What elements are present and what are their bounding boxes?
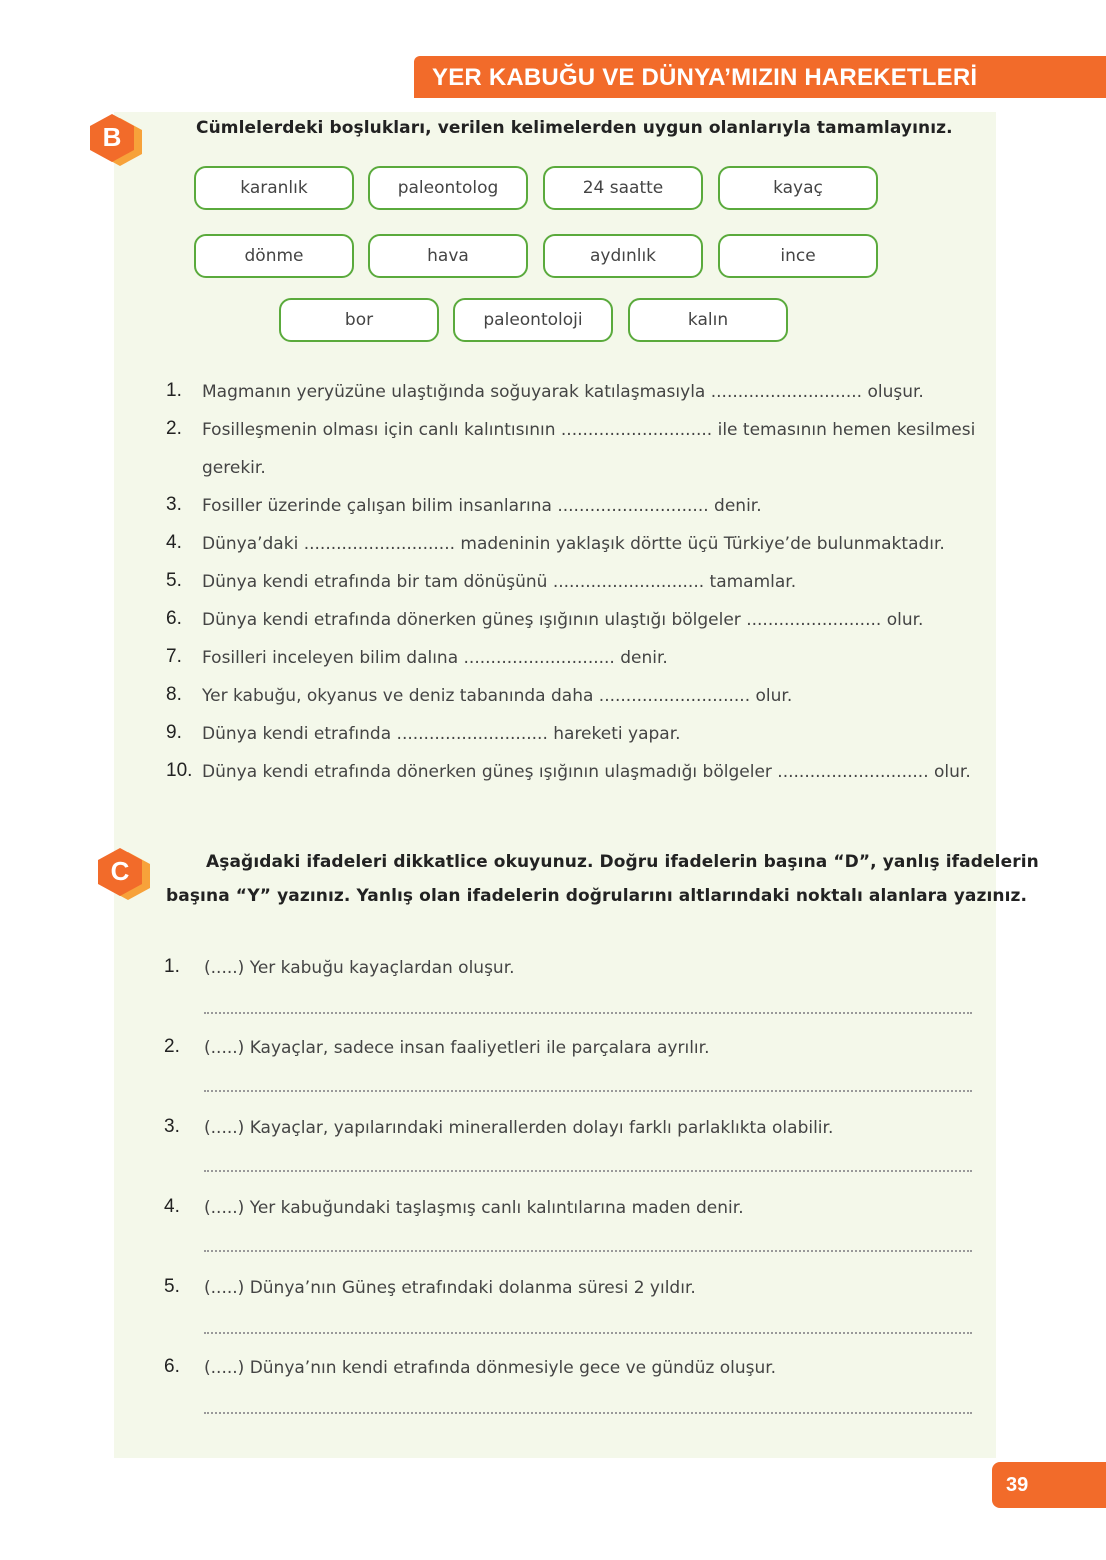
question-number: 7. (166, 646, 182, 667)
question-text: Dünya kendi etrafında dönerken güneş ışığının ulaştığı bölgeler ......................... olur. (202, 610, 924, 630)
answer-line[interactable] (204, 1090, 972, 1094)
statement-number: 1. (164, 956, 180, 977)
page-number: 39 (1006, 1474, 1029, 1496)
statement-number: 5. (164, 1276, 180, 1297)
question-text: Dünya kendi etrafında dönerken güneş ışığının ulaşmadığı bölgeler ............................ olur. (202, 762, 971, 782)
question-number: 5. (166, 570, 182, 591)
question-number: 6. (166, 608, 182, 629)
question-text: Yer kabuğu, okyanus ve deniz tabanında daha ............................ olur. (202, 686, 793, 706)
question-text: Dünya kendi etrafında ............................ hareketi yapar. (202, 724, 681, 744)
question-text: Dünya kendi etrafında bir tam dönüşünü ............................ tamamlar. (202, 572, 797, 592)
word-box: karanlık (194, 166, 354, 210)
question-number: 10. (166, 760, 193, 781)
section-b-instruction: Cümlelerdeki boşlukları, verilen kelimelerden uygun olanlarıyla tamamlayınız. (196, 118, 953, 138)
question-number: 9. (166, 722, 182, 743)
question-text: Fosilleri inceleyen bilim dalına ............................ denir. (202, 648, 668, 668)
statement-text: (.....) Kayaçlar, sadece insan faaliyetleri ile parçalara ayrılır. (204, 1038, 710, 1058)
statement-text: (.....) Dünya’nın Güneş etrafındaki dolanma süresi 2 yıldır. (204, 1278, 696, 1298)
question-number: 2. (166, 418, 182, 439)
section-c-instruction-line2: başına “Y” yazınız. Yanlış olan ifadelerin doğrularını altlarındaki noktalı alanlara yazınız. (166, 886, 1028, 906)
statement-number: 3. (164, 1116, 180, 1137)
question-text: Magmanın yeryüzüne ulaştığında soğuyarak katılaşmasıyla ............................ oluşur. (202, 382, 924, 402)
word-box: kalın (628, 298, 788, 342)
answer-line[interactable] (204, 1170, 972, 1174)
answer-line[interactable] (204, 1412, 972, 1416)
question-text: Fosiller üzerinde çalışan bilim insanlarına ............................ denir. (202, 496, 762, 516)
question-text: Fosilleşmenin olması için canlı kalıntısının ............................ ile temasının hemen kesilmesi (202, 420, 976, 440)
word-box: ince (718, 234, 878, 278)
word-box: paleontolog (368, 166, 528, 210)
section-b-badge (88, 112, 146, 170)
answer-line[interactable] (204, 1332, 972, 1336)
word-box: aydınlık (543, 234, 703, 278)
word-box: 24 saatte (543, 166, 703, 210)
question-text-continued: gerekir. (202, 458, 266, 478)
section-b-letter: B (102, 122, 122, 152)
question-number: 8. (166, 684, 182, 705)
statement-text: (.....) Yer kabuğundaki taşlaşmış canlı kalıntılarına maden denir. (204, 1198, 744, 1218)
section-c-badge (96, 846, 154, 904)
word-box: hava (368, 234, 528, 278)
statement-text: (.....) Yer kabuğu kayaçlardan oluşur. (204, 958, 515, 978)
statement-number: 2. (164, 1036, 180, 1057)
question-number: 1. (166, 380, 182, 401)
answer-line[interactable] (204, 1250, 972, 1254)
statement-number: 4. (164, 1196, 180, 1217)
word-box: bor (279, 298, 439, 342)
word-box: paleontoloji (453, 298, 613, 342)
answer-line[interactable] (204, 1012, 972, 1016)
statement-number: 6. (164, 1356, 180, 1377)
section-c-letter: C (110, 856, 130, 886)
page-title: YER KABUĞU VE DÜNYA’MIZIN HAREKETLERİ (432, 64, 978, 91)
word-box: kayaç (718, 166, 878, 210)
section-c-instruction-line1: Aşağıdaki ifadeleri dikkatlice okuyunuz. Doğru ifadelerin başına “D”, yanlış ifadelerin (206, 852, 1039, 872)
statement-text: (.....) Kayaçlar, yapılarındaki minerallerden dolayı farklı parlaklıkta olabilir. (204, 1118, 834, 1138)
statement-text: (.....) Dünya’nın kendi etrafında dönmesiyle gece ve gündüz oluşur. (204, 1358, 777, 1378)
question-number: 3. (166, 494, 182, 515)
question-number: 4. (166, 532, 182, 553)
question-text: Dünya’daki ............................ madeninin yaklaşık dörtte üçü Türkiye’de bulunmaktadır. (202, 534, 945, 554)
word-box: dönme (194, 234, 354, 278)
